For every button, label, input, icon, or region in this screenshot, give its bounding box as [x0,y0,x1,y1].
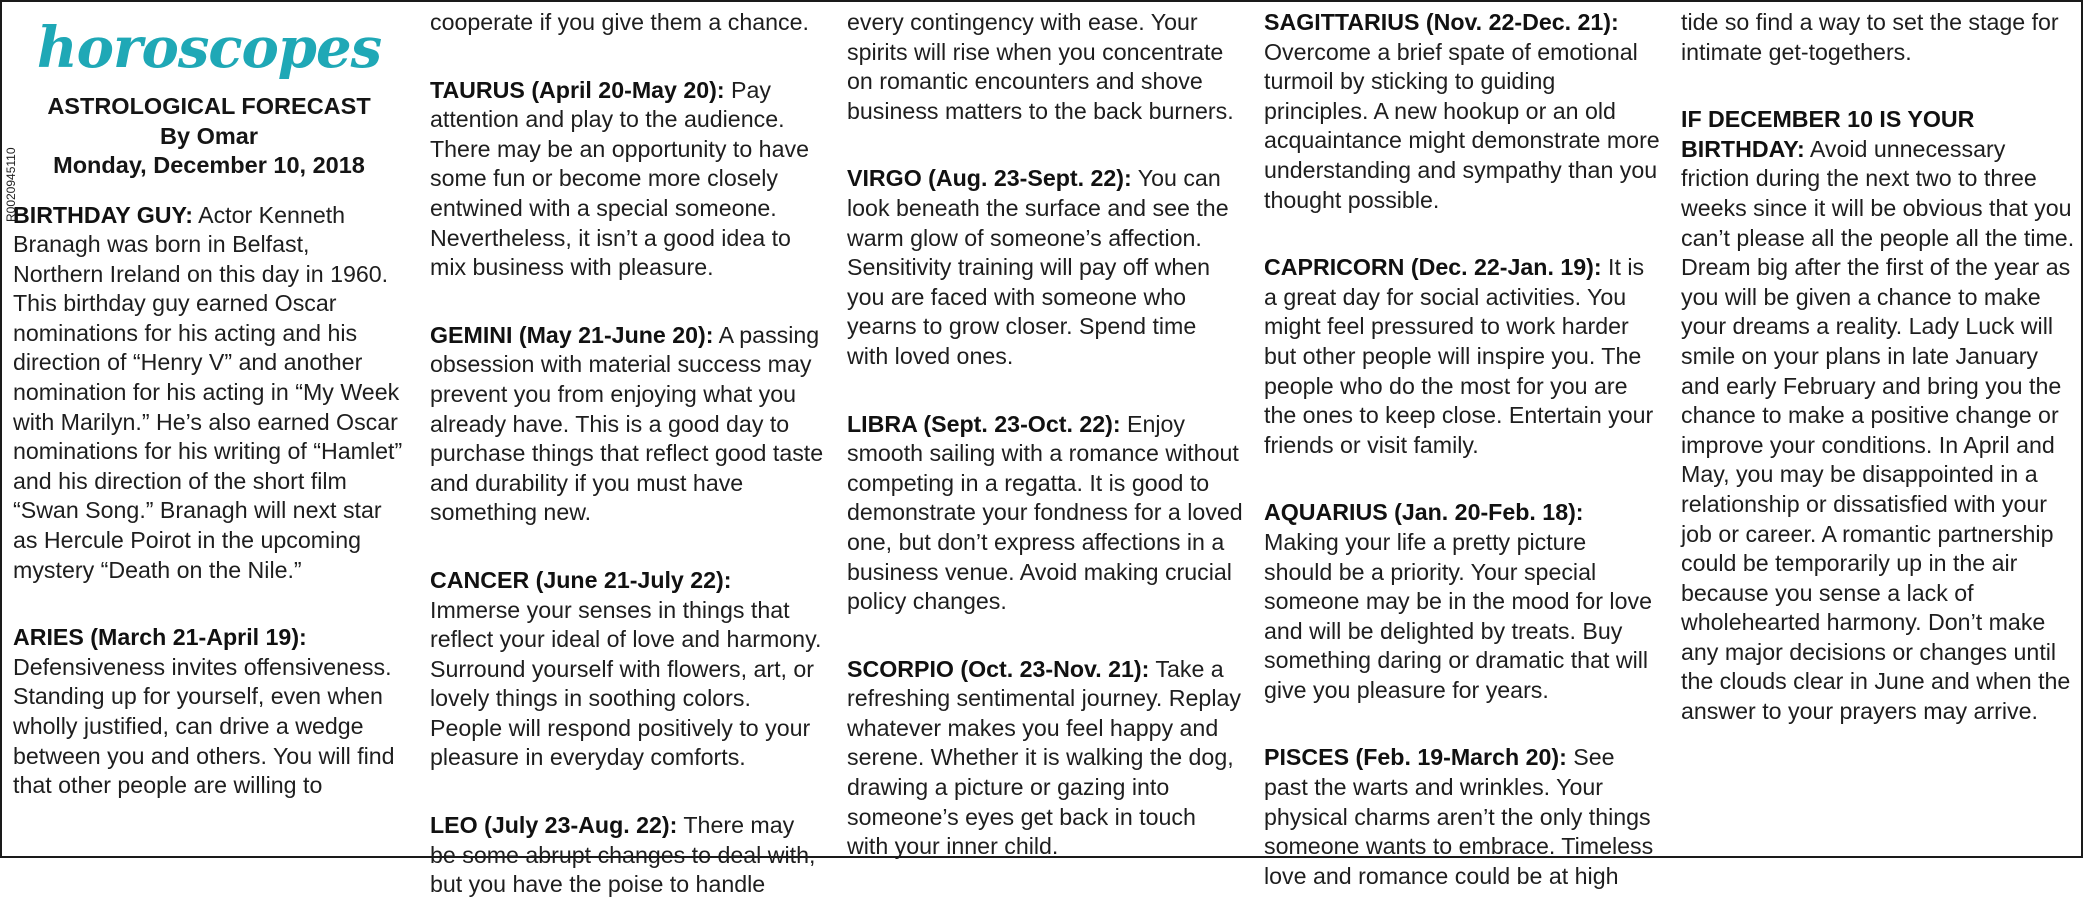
article-label: PISCES (Feb. 19-March 20): [1264,744,1567,771]
article-libra [847,410,1243,617]
article-text: There may be some abrupt changes to deal with, but you have the poise to handle [430,812,816,898]
article-birthday-guy [13,201,405,586]
article-virgo [847,164,1243,371]
article-label: CANCER (June 21-July 22): [430,566,732,593]
article-text: Enjoy smooth sailing with a romance without competing in a regatta. It is good to demonstrate your fondness for a loved one, but don’t express affections in a business venue. Avoid making crucial policy changes. [847,410,1243,615]
article-capricorn [1264,253,1660,460]
article-aries [13,623,405,801]
article-text: Pay attention and play to the audience. There may be an opportunity to have some fun or become more closely entwined with a special someone. Nevertheless, it isn’t a good idea to mix business with pleasure. [430,76,809,281]
article-text: Avoid unnecessary friction during the next two to three weeks since it will be obvious that you can’t please all the people all the time. Dream big after the first of the year as you will be given a chance to make your dreams a reality. Lady Luck will smile on your plans in late January and early February and bring you the chance to make a positive change or improve your conditions. In April and May, you may be disappointed in a relationship or dissatisfied with your job or career. A romantic partnership could be temporarily up in the air because you sense a lack of wholehearted harmony. Don’t make any major decisions or changes until the clouds clear in June and when the answer to your prayers may arrive. [1681,135,2075,725]
article-pisces [1264,743,1660,891]
article-text: Overcome a brief spate of emotional turmoil by sticking to guiding principles. A new hookup or an old acquaintance might demonstrate more understanding and sympathy than you thought possible. [1264,38,1660,213]
article-label: LIBRA (Sept. 23-Oct. 22): [847,410,1121,437]
article-label: TAURUS (April 20-May 20): [430,76,725,103]
article-leo-continued [847,8,1243,126]
column-2 [430,8,826,898]
article-label: SCORPIO (Oct. 23-Nov. 21): [847,655,1150,682]
article-label: LEO (July 23-Aug. 22): [430,812,678,839]
masthead [13,16,405,181]
article-label: VIRGO (Aug. 23-Sept. 22): [847,165,1132,192]
masthead-title: horoscopes [36,15,382,81]
side-code: R0020945110 [4,147,18,222]
article-scorpio [847,655,1243,862]
article-aquarius [1264,498,1660,705]
article-text: A passing obsession with material success may prevent you from enjoying what you already have. This is a good day to purchase things that reflect good taste and durability if you must have something new. [430,321,824,526]
column-3 [847,8,1243,860]
article-label: ARIES (March 21-April 19): [13,624,307,651]
article-label: CAPRICORN (Dec. 22-Jan. 19): [1264,254,1602,281]
article-text: Actor Kenneth Branagh was born in Belfast, Northern Ireland on this day in 1960. This birthday guy earned Oscar nominations for his acting and his direction of “Henry V” and another nomination for his acting in “My Week with Marilyn.” He’s also earned Oscar nominations for his writing of “Hamlet” and his direction of the short film “Swan Song.” Branagh will next star as Hercule Poirot in the upcoming mystery “Death on the Nile.” [13,201,403,583]
article-text: Making your life a pretty picture should be a priority. Your special someone may be in the mood for love and will be delighted by treats. Buy something daring or dramatic that will give you pleasure for years. [1264,528,1652,703]
masthead-date: Monday, December 10, 2018 [53,152,365,178]
article-leo [430,811,826,900]
article-text: Defensiveness invites offensiveness. Standing up for yourself, even when wholly justified, can drive a wedge between you and others. You will find that other people are willing to [13,653,395,799]
article-text: It is a great day for social activities. You might feel pressured to work harder but other people will inspire you. The people who do the most for you are the ones to keep close. Entertain your friends or visit family. [1264,254,1654,458]
masthead-subtitle: ASTROLOGICAL FORECAST [47,93,371,119]
article-label: GEMINI (May 21-June 20): [430,321,714,348]
article-label: AQUARIUS (Jan. 20-Feb. 18): [1264,499,1584,526]
article-continuation: every contingency with ease. Your spirits will rise when you concentrate on romantic encounters and shove business matters to the back burners. [847,9,1234,124]
column-4 [1264,8,1660,889]
article-continuation: tide so find a way to set the stage for intimate get-togethers. [1681,9,2059,65]
article-aries-continued [430,8,826,38]
article-sagittarius [1264,8,1660,215]
article-gemini [430,321,826,528]
article-pisces-continued [1681,8,2077,67]
masthead-byline: By Omar [160,122,258,149]
column-5 [1681,8,2077,854]
article-birthday-forecast [1681,105,2077,726]
article-text: See past the warts and wrinkles. Your physical charms aren’t the only things someone wants to embrace. Timeless love and romance could be at high [1264,744,1654,889]
article-cancer [430,566,826,773]
article-label: SAGITTARIUS (Nov. 22-Dec. 21): [1264,9,1619,35]
article-continuation: cooperate if you give them a chance. [430,9,809,35]
article-text: You can look beneath the surface and see the warm glow of someone’s affection. Sensitivity training will pay off when you are faced with someone who yearns to grow closer. Spend time with loved ones. [847,165,1229,369]
article-label: IF DECEMBER 10 IS YOUR BIRTHDAY: [1681,106,1975,162]
column-1 [13,8,405,854]
article-text: Take a refreshing sentimental journey. Replay whatever makes you feel happy and serene. Whether it is walking the dog, drawing a picture or gazing into someone’s eyes get back in touch with your inner child. [847,655,1241,860]
article-taurus [430,76,826,283]
article-text: Immerse your senses in things that reflect your ideal of love and harmony. Surround yourself with flowers, art, or lovely things in soothing colors. People will respond positively to your pleasure in everyday comforts. [430,596,822,771]
article-label: BIRTHDAY GUY: [13,201,193,228]
